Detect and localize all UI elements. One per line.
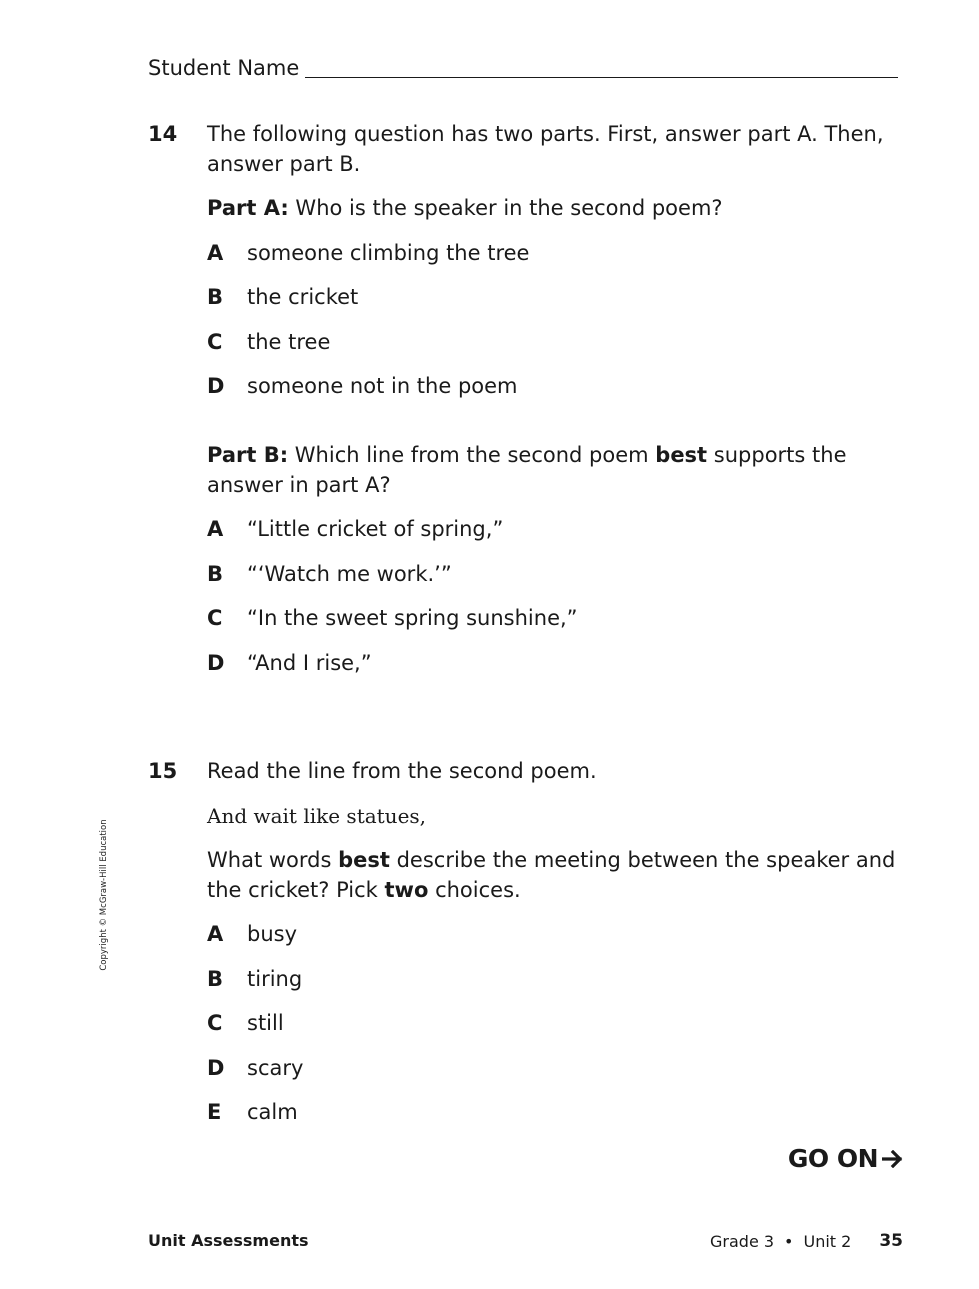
option-text: “Little cricket of spring,”	[247, 517, 504, 541]
option-text: “‘Watch me work.’”	[247, 562, 452, 586]
q14b-option-d[interactable]	[207, 648, 372, 678]
option-letter: B	[207, 967, 224, 991]
option-letter: D	[207, 374, 225, 398]
option-letter: E	[207, 1100, 222, 1124]
q15-option-e[interactable]	[207, 1097, 298, 1127]
q15-option-d[interactable]	[207, 1053, 303, 1083]
footer-separator: •	[784, 1231, 794, 1251]
question-14-stem: The following question has two parts. First, answer part A. Then, answer part B.	[207, 122, 884, 176]
q14-part-a-prompt	[207, 193, 907, 223]
student-name-label: Student Name	[148, 56, 300, 80]
option-text: still	[247, 1011, 284, 1035]
option-text: someone climbing the tree	[247, 241, 530, 265]
q14a-option-c[interactable]	[207, 327, 330, 357]
option-letter: C	[207, 330, 223, 354]
student-name-field[interactable]	[305, 77, 898, 78]
arrow-right-icon	[882, 1150, 904, 1168]
option-letter: D	[207, 651, 225, 675]
question-15-prompt	[207, 845, 907, 905]
footer-title: Unit Assessments	[148, 1231, 309, 1250]
q14-part-b-emphasis: best	[655, 443, 708, 467]
q15-emphasis-best: best	[338, 848, 390, 872]
page-number: 35	[879, 1231, 903, 1251]
option-letter: B	[207, 285, 224, 309]
q15-prompt-post: choices.	[428, 878, 521, 902]
option-letter: B	[207, 562, 224, 586]
q15-option-c[interactable]	[207, 1008, 284, 1038]
q14-part-b-prompt	[207, 440, 907, 500]
q14-part-a-label: Part A:	[207, 196, 289, 220]
option-text: the tree	[247, 330, 331, 354]
copyright-notice: Copyright © McGraw-Hill Education	[99, 819, 109, 971]
q14a-option-d[interactable]	[207, 371, 518, 401]
go-on-indicator	[788, 1144, 904, 1173]
q14-part-b-text-pre: Which line from the second poem	[288, 443, 656, 467]
q14a-option-a[interactable]	[207, 238, 529, 268]
q14a-option-b[interactable]	[207, 282, 358, 312]
option-text: tiring	[247, 967, 303, 991]
option-text: someone not in the poem	[247, 374, 518, 398]
option-letter: D	[207, 1056, 225, 1080]
q15-prompt-mid: describe the meeting between the speaker and the cricket? Pick	[207, 848, 896, 902]
question-14-number: 14	[148, 122, 178, 146]
q15-option-a[interactable]	[207, 919, 297, 949]
question-15-stem: Read the line from the second poem.	[207, 759, 597, 783]
option-text: scary	[247, 1056, 304, 1080]
option-text: busy	[247, 922, 298, 946]
q14b-option-c[interactable]	[207, 603, 578, 633]
q14-part-b-text-post: supports the answer in part A?	[207, 443, 847, 497]
q14-part-b-label: Part B:	[207, 443, 289, 467]
q15-prompt-pre: What words	[207, 848, 339, 872]
poem-quote: And wait like statues,	[207, 804, 427, 828]
q14-part-a-text: Who is the speaker in the second poem?	[288, 196, 723, 220]
question-15-number: 15	[148, 759, 178, 783]
q15-option-b[interactable]	[207, 964, 302, 994]
option-letter: A	[207, 517, 224, 541]
option-letter: C	[207, 606, 223, 630]
q14b-option-b[interactable]	[207, 559, 452, 589]
footer-info	[710, 1231, 903, 1251]
option-text: the cricket	[247, 285, 359, 309]
go-on-label: GO ON	[787, 1144, 878, 1173]
footer-grade: Grade 3	[710, 1231, 775, 1251]
q14b-option-a[interactable]	[207, 514, 503, 544]
option-letter: A	[207, 922, 224, 946]
option-text: calm	[247, 1100, 298, 1124]
option-text: “In the sweet spring sunshine,”	[247, 606, 578, 630]
q15-emphasis-two: two	[384, 878, 429, 902]
footer-unit: Unit 2	[803, 1231, 852, 1251]
option-letter: A	[207, 241, 224, 265]
option-letter: C	[207, 1011, 223, 1035]
option-text: “And I rise,”	[247, 651, 372, 675]
